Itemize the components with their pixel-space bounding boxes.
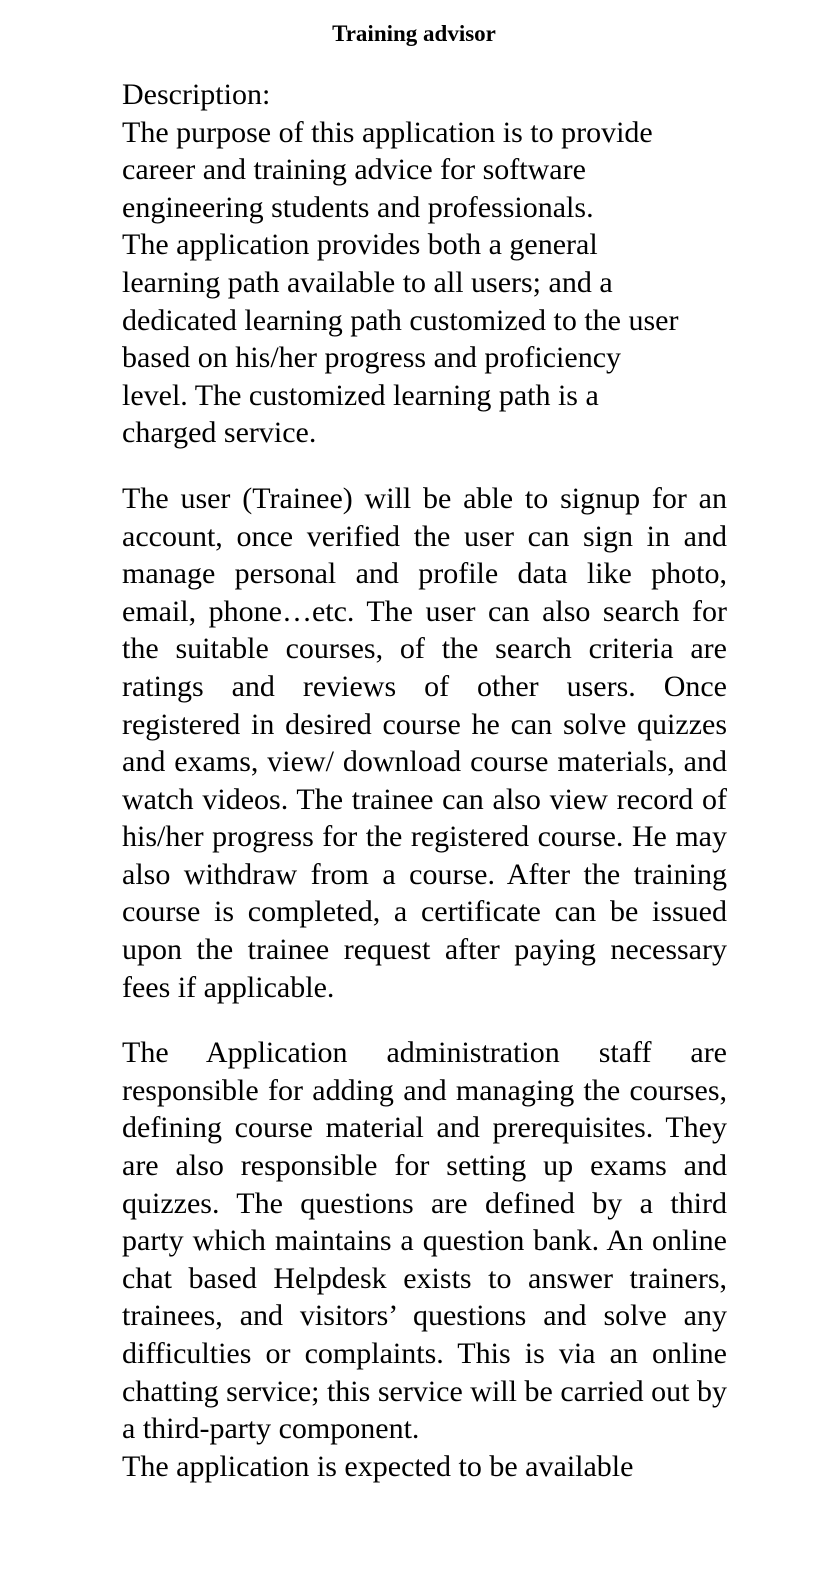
paths-line-3: dedicated learning path customized to the user bbox=[122, 303, 679, 337]
paths-line-6: charged service. bbox=[122, 416, 317, 450]
paths-line-2: learning path available to all users; and a bbox=[122, 265, 613, 299]
paths-line-4: based on his/her progress and proficiency bbox=[122, 341, 622, 375]
paths-line-5: level. The customized learning path is a bbox=[122, 378, 599, 412]
intro-line-3: engineering students and professionals. bbox=[122, 190, 594, 224]
availability-line: The application is expected to be available bbox=[122, 1449, 634, 1483]
document-body bbox=[122, 76, 727, 1485]
admin-paragraph: The Application administration staff are responsible for adding and managing the courses, defining course material and prerequisites. They are also responsible for setting up exams and quizzes. The questions are defined by a third party which maintains a question bank. An online chat based Helpdesk exists to answer trainers, trainees, and visitors’ questions and solve any difficulties or complaints. This is via an online chatting service; this service will be carried out by a third-party component. bbox=[122, 1036, 727, 1446]
paths-line-1: The application provides both a general bbox=[122, 228, 598, 262]
description-block bbox=[122, 76, 727, 452]
intro-line-1: The purpose of this application is to provide bbox=[122, 115, 653, 149]
trainee-paragraph: The user (Trainee) will be able to signup for an account, once verified the user can sign in and manage personal and profile data like photo, email, phone…etc. The user can also search for the suitable courses, of the search criteria are ratings and reviews of other users. Once registered in desired course he can solve quizzes and exams, view/ download course materials, and watch videos. The trainee can also view record of his/her progress for the registered course. He may also withdraw from a course. After the training course is completed, a certificate can be issued upon the trainee request after paying necessary fees if applicable. bbox=[122, 481, 727, 1004]
document-title: Training advisor bbox=[332, 21, 496, 46]
intro-line-2: career and training advice for software bbox=[122, 153, 586, 187]
description-label: Description: bbox=[122, 78, 271, 111]
